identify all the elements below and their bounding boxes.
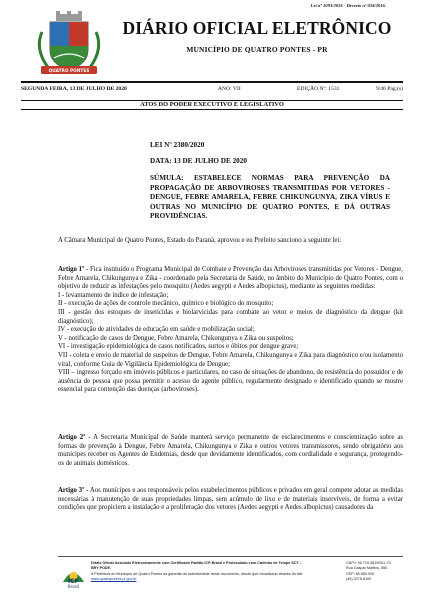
article-1-item: IV - execução de atividades de educação em saúde e mobilização social; [58,326,255,334]
article-3-paragraph [58,487,403,513]
edition-number: EDIÇÃO Nº: 1531 [297,86,340,92]
svg-text:Brasil: Brasil [67,584,80,589]
article-1-item: VII - coleta e envio de material de suspeitos de Dengue, Febre Amarela, Chikungunya e Zika para diagnóstico e/ou isolamento viral, conforme Guia de Vigilância Epidemiológica de Dengue; [58,351,403,368]
law-date: DATA: 13 DE JULHO DE 2020 [150,157,247,165]
municipal-crest-image [36,10,102,80]
municipality-name: MUNICÍPIO DE QUATRO PONTES - PR [186,45,328,54]
footer-cep: CEP: 85.960-000 [346,571,375,576]
article-1-item: I - levantamento de índice de infestação; [58,291,169,299]
article-3-text: - Aos munícipes e aos responsáveis pelos estabelecimentos públicos e privados em geral compete adotar as medidas necessárias à manutenção de suas propriedades limpas, sem acúmulo de lixo e de materiais inservíveis, de forma a evitar condições que propiciem a instalação e a proliferação dos vetores (Aedes aegypti e Aedes albopictus) causadores da [58,487,403,512]
page-count: 9/46 Pag.(s) [375,86,403,92]
footer-line-2: A Prefeitura do Município de Quatro Pontes dá garantia da autenticidade deste documento, desde que visualizado através do site www.quatropontes.pr.gov.br [91,571,303,581]
article-1-text: - Fica instituído o Programa Municipal de Combate e Prevenção das Arboviroses transmitidas por Vetores - Dengue, Febre Amarela, Chikungunya e Zika - coordenado pela Secretaria de Saúde, no âmbito do Município de Quatro Pontes, com o objetivo de reduzir as infestações pelo mosquito (Aedes aegypti e Aedes albopictus), mediante as seguintes medidas: [58,266,403,291]
law-number: LEI Nº 2380/2020 [150,141,205,149]
law-summary: SÚMULA: ESTABELECE NORMAS PARA PREVENÇÃO DA PROPAGAÇÃO DE ARBOVIROSES TRANSMITIDAS POR VETORES - DENGUE, FEBRE AMARELA, FEBRE CHIKUNGUNYA, ZIKA VÍRUS E OUTRAS NO MUNICÍPIO DE QUATRO PONTES, E DÁ OUTRAS PROVIDÊNCIAS. [150,174,390,220]
masthead [112,18,402,54]
svg-text:QUATRO PONTES: QUATRO PONTES [48,69,90,74]
article-2 [58,434,403,468]
divider-top [21,81,403,83]
footer-street: Rua Gaspar Martins, 560, [346,566,389,571]
footer-contact [346,561,406,582]
article-3 [58,487,403,513]
intro-paragraph: A Câmara Municipal de Quatro Pontes, Estado do Paraná, aprovou e eu Prefeito sanciono a seguinte lei: [58,237,342,244]
edition-year: ANO: VII [218,86,241,92]
divider-section [21,109,403,110]
footer-line-1: Diário Oficial Assinado Eletronicamente com Certificado Padrão ICP-Brasil e Protocolado com Carimbo de Tempo SCT – BRY PODE. [91,561,302,571]
article-1-item: II - execução de ações de controle mecânico, químico e biológico do mosquito; [58,300,274,308]
svg-text:ICP: ICP [67,578,80,585]
article-3-label: Artigo 3º [58,487,85,494]
article-2-paragraph [58,434,403,468]
article-2-label: Artigo 2º [58,434,86,441]
footer-phone: (45) 3279-8100 [346,576,372,581]
newspaper-title: DIÁRIO OFICIAL ELETRÔNICO [122,18,392,38]
law-intro [58,237,403,246]
article-1-paragraph [58,266,403,292]
footer-certification [91,561,305,582]
article-1-label: Artigo 1º [58,266,85,273]
article-2-text: - A Secretaria Municipal de Saúde manterá serviço permanente de esclarecimentos e conscientização sobre as formas de prevenção à Dengue, Febre Amarela, Chikungunya e Zika e outros vetores transmissores, sendo obrigatório aos munícipes receber os Agentes de Endemias, desde que devidamente identificados, com cordialidade e segurança, protegendo-os de animais domésticos. [58,434,403,467]
footer-cnpj: CNPJ: 95.719.381/0001-70 [346,561,391,565]
article-1-item: VIII – ingresso forçado em imóveis públicos e particulares, no caso de situações de abandono, de resistência do possuidor e de ausência de pessoa que possa permitir o acesso do agente público, regularmente designado e identificado quando se mostre essencial para contenção das doenças (arboviroses). [58,369,403,394]
edition-date: SEGUNDA FEIRA, 13 DE JULHO DE 2020 [21,86,127,92]
icp-brasil-logo-icon [60,562,87,589]
article-1-item: VI - investigação epidemiológica de casos notificados, surtos e óbitos por dengue grave; [58,343,299,351]
footer-site-link[interactable]: www.quatropontes.pr.gov.br [91,576,137,581]
section-title: ATOS DO PODER EXECUTIVO E LEGISLATIVO [140,100,284,108]
article-1-item: III - gestão dos estoques de inseticidas e biolarvicidas para combate ao vetor e meios de diagnóstico da dengue (kit diagnóstico); [58,308,403,325]
article-1-item: V - notificação de casos de Dengue, Febre Amarela, Chikungunya e Zika ou suspeitos; [58,334,294,342]
footer-divider [58,556,403,557]
law-reference: Lei nº 1093/2016 - Decreto nº 034/2016. [310,3,386,8]
article-1 [58,266,403,395]
